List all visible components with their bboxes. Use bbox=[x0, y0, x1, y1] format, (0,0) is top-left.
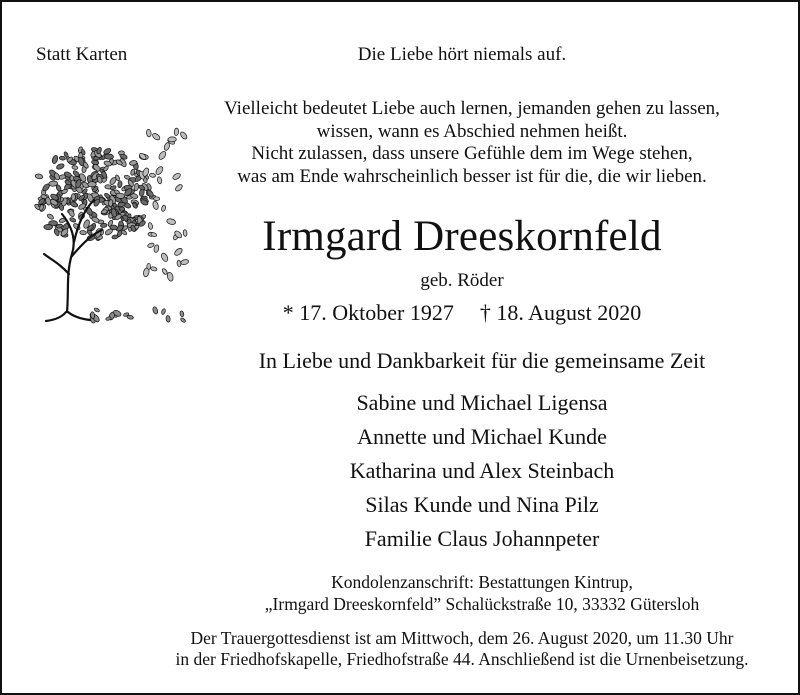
life-dates bbox=[182, 300, 742, 326]
poem-line: was am Ende wahrscheinlich besser ist für die, die wir lieben. bbox=[237, 165, 707, 187]
motto: Die Liebe hört niemals auf. bbox=[357, 44, 567, 65]
poem-line: wissen, wann es Abschied nehmen heißt. bbox=[316, 120, 628, 142]
deceased-name: Irmgard Dreeskornfeld bbox=[262, 213, 662, 260]
poem bbox=[152, 98, 792, 188]
mourner-name: Annette und Michael Kunde bbox=[357, 424, 607, 449]
service-line: Der Trauergottesdienst ist am Mittwoch, dem 26. August 2020, um 11.30 Uhr bbox=[190, 628, 734, 648]
mourners-list bbox=[242, 386, 722, 556]
condolence-line: Kondolenzanschrift: Bestattungen Kintrup, bbox=[331, 572, 633, 592]
mourner-name: Sabine und Michael Ligensa bbox=[356, 390, 608, 415]
condolence-address bbox=[142, 571, 800, 615]
mourner-name: Familie Claus Johannpeter bbox=[364, 526, 600, 551]
poem-line: Vielleicht bedeutet Liebe auch lernen, jemanden gehen zu lassen, bbox=[224, 98, 720, 119]
mourner-name: Silas Kunde und Nina Pilz bbox=[365, 492, 599, 517]
birth-name: geb. Röder bbox=[420, 270, 504, 291]
service-line: in der Friedhofskapelle, Friedhofstraße 44. Anschließend ist die Urnenbeisetzung. bbox=[175, 649, 749, 669]
mourner-name: Katharina und Alex Steinbach bbox=[349, 458, 615, 483]
condolence-line: „Irmgard Dreeskornfeld” Schalückstraße 10, 33332 Gütersloh bbox=[264, 594, 700, 614]
death-date: † 18. August 2020 bbox=[479, 300, 642, 325]
birth-date: * 17. Oktober 1927 bbox=[282, 300, 454, 325]
service-info bbox=[122, 628, 800, 670]
dedication: In Liebe und Dankbarkeit für die gemeinsame Zeit bbox=[258, 348, 706, 373]
statt-karten-note: Statt Karten bbox=[36, 44, 128, 65]
poem-line: Nicht zulassen, dass unsere Gefühle dem im Wege stehen, bbox=[251, 143, 693, 164]
